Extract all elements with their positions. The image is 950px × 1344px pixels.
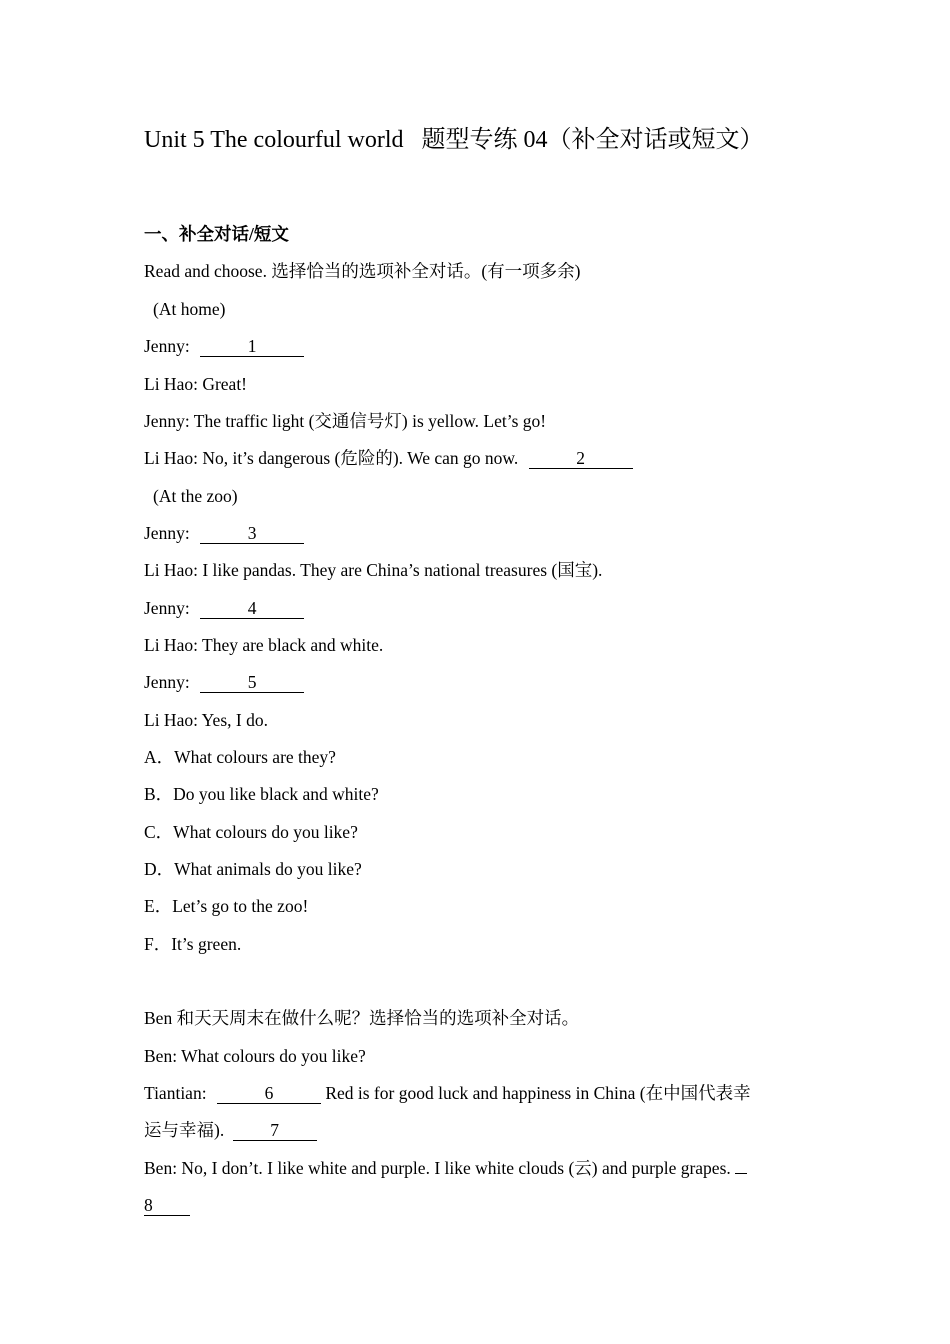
answer-blank-2[interactable]: 2 [529, 448, 633, 469]
dialogue2-line-2 [144, 1081, 751, 1105]
scene-at-home: (At home) [153, 299, 226, 319]
dialogue-line-8: Li Hao: They are black and white. [144, 635, 384, 655]
speaker-jenny: Jenny: [144, 598, 190, 618]
speaker-tiantian: Tiantian: [144, 1083, 207, 1103]
answer-blank-7[interactable]: 7 [233, 1120, 317, 1141]
option-e: E．Let’s go to the zoo! [144, 896, 309, 916]
option-d: D．What animals do you like? [144, 859, 362, 879]
dialogue-line-2: Li Hao: Great! [144, 374, 248, 394]
document-title [144, 122, 764, 158]
dialogue-line-1 [144, 334, 304, 358]
dialogue2-intro: Ben 和天天周末在做什么呢？选择恰当的选项补全对话。 [144, 1008, 580, 1028]
option-a: A．What colours are they? [144, 747, 336, 767]
answer-blank-1[interactable]: 1 [200, 336, 304, 357]
dialogue2-line-2-text: Red is for good luck and happiness in China (在中国代表幸 [325, 1083, 751, 1103]
title-chinese: 题型专练 04（补全对话或短文） [421, 127, 764, 153]
dialogue2-line-4 [144, 1156, 747, 1180]
dialogue-line-7 [144, 596, 304, 620]
dialogue-line-6: Li Hao: I like pandas. They are China’s national treasures (国宝). [144, 560, 603, 580]
option-c: C．What colours do you like? [144, 822, 358, 842]
answer-blank-8[interactable]: 8 [144, 1195, 190, 1216]
answer-blank-8-start [735, 1173, 747, 1174]
section-heading: 一、补全对话/短文 [144, 224, 289, 244]
answer-blank-6[interactable]: 6 [217, 1083, 321, 1104]
dialogue2-line-5 [144, 1193, 190, 1217]
speaker-jenny: Jenny: [144, 523, 190, 543]
speaker-jenny: Jenny: [144, 672, 190, 692]
dialogue-line-10: Li Hao: Yes, I do. [144, 710, 268, 730]
instruction-text: Read and choose. 选择恰当的选项补全对话。(有一项多余) [144, 261, 581, 281]
title-english: Unit 5 The colourful world [144, 127, 404, 153]
dialogue-line-4-text: Li Hao: No, it’s dangerous (危险的). We can go now. [144, 448, 519, 468]
option-b: B．Do you like black and white? [144, 784, 379, 804]
dialogue-line-4 [144, 446, 633, 470]
answer-blank-5[interactable]: 5 [200, 672, 304, 693]
dialogue-line-3: Jenny: The traffic light (交通信号灯) is yellow. Let’s go! [144, 411, 547, 431]
dialogue2-line-1: Ben: What colours do you like? [144, 1046, 366, 1066]
scene-at-zoo: (At the zoo) [153, 486, 238, 506]
speaker-jenny: Jenny: [144, 336, 190, 356]
dialogue-line-5 [144, 521, 304, 545]
dialogue-line-9 [144, 670, 304, 694]
dialogue2-line-3 [144, 1118, 317, 1142]
dialogue2-line-3-text: 运与幸福). [144, 1120, 225, 1140]
dialogue2-line-4-text: Ben: No, I don’t. I like white and purple. I like white clouds (云) and purple grapes. [144, 1158, 731, 1178]
answer-blank-3[interactable]: 3 [200, 523, 304, 544]
option-f: F．It’s green. [144, 934, 242, 954]
answer-blank-4[interactable]: 4 [200, 598, 304, 619]
